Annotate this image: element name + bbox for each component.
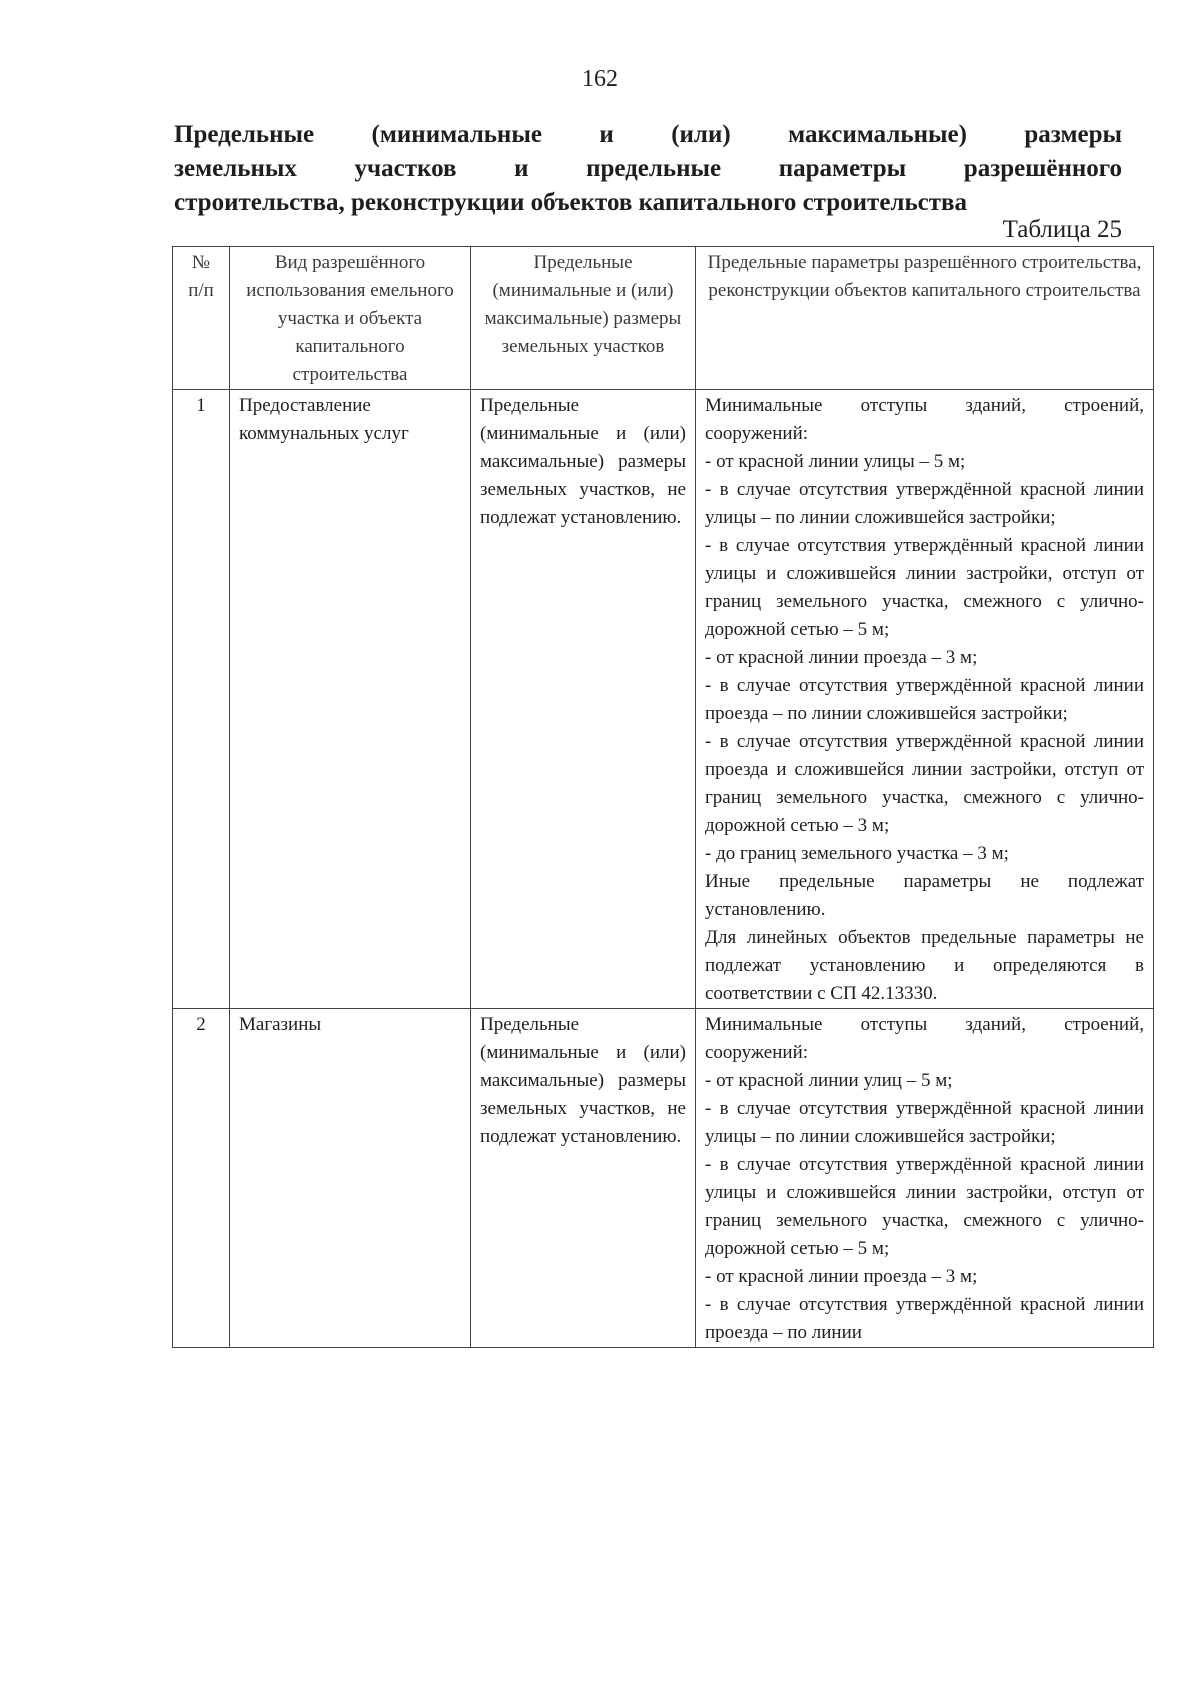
param-paragraph: - в случае отсутствия утверждённой красной линии улицы – по линии сложившейся застройки;	[705, 479, 1144, 528]
param-paragraph: - от красной линии улицы – 5 м;	[705, 451, 966, 472]
param-paragraph: - в случае отсутствия утверждённой красной линии проезда – по линии сложившейся застройки;	[705, 675, 1144, 724]
document-heading	[174, 118, 1122, 220]
row-number: 1	[173, 390, 230, 1009]
row-plot-sizes: Предельные (минимальные и (или) максимальные) размеры земельных участков, не подлежат установлению.	[471, 1009, 696, 1348]
param-paragraph: Минимальные отступы зданий, строений, сооружений:	[705, 395, 1144, 444]
row-plot-sizes: Предельные (минимальные и (или) максимальные) размеры земельных участков, не подлежат установлению.	[471, 390, 696, 1009]
row-permitted-use: Магазины	[230, 1009, 471, 1348]
table-header-row	[173, 247, 1154, 390]
heading-line-1: Предельные (минимальные и (или) максимальные) размеры	[174, 121, 1122, 148]
param-paragraph: - в случае отсутствия утверждённой красной линии улицы – по линии сложившейся застройки;	[705, 1098, 1144, 1147]
row-permitted-use: Предоставление коммунальных услуг	[230, 390, 471, 1009]
table-row	[173, 1009, 1154, 1348]
header-construction-params: Предельные параметры разрешённого строительства, реконструкции объектов капитального строительства	[696, 247, 1154, 390]
param-paragraph: Минимальные отступы зданий, строений, сооружений:	[705, 1014, 1144, 1063]
param-paragraph: - в случае отсутствия утверждённый красной линии улицы и сложившейся линии застройки, отступ от границ земельного участка, смежного с улично-дорожной сетью – 5 м;	[705, 535, 1144, 640]
table-caption: Таблица 25	[1002, 216, 1122, 243]
parameters-table	[172, 246, 1154, 1348]
heading-line-2: земельных участков и предельные параметры разрешённого	[174, 155, 1122, 182]
row-construction-params	[696, 1009, 1154, 1348]
page-number: 162	[582, 66, 618, 92]
param-paragraph: - от красной линии улиц – 5 м;	[705, 1070, 953, 1091]
param-paragraph: - от красной линии проезда – 3 м;	[705, 1266, 978, 1287]
param-paragraph: - от красной линии проезда – 3 м;	[705, 647, 978, 668]
row-number: 2	[173, 1009, 230, 1348]
header-permitted-use: Вид разрешённого использования емельного участка и объекта капитального строительства	[230, 247, 471, 390]
param-paragraph: - в случае отсутствия утверждённой красной линии проезда – по линии	[705, 1294, 1144, 1343]
header-number: № п/п	[173, 247, 230, 390]
param-paragraph: - в случае отсутствия утверждённой красной линии улицы и сложившейся линии застройки, отступ от границ земельного участка, смежного с улично-дорожной сетью – 5 м;	[705, 1154, 1144, 1259]
table-row	[173, 390, 1154, 1009]
param-paragraph: - в случае отсутствия утверждённой красной линии проезда и сложившейся линии застройки, отступ от границ земельного участка, смежного с улично-дорожной сетью – 3 м;	[705, 731, 1144, 836]
row-construction-params	[696, 390, 1154, 1009]
param-paragraph: Для линейных объектов предельные параметры не подлежат установлению и определяются в соответствии с СП 42.13330.	[705, 927, 1144, 1004]
param-paragraph: Иные предельные параметры не подлежат установлению.	[705, 871, 1144, 920]
param-paragraph: - до границ земельного участка – 3 м;	[705, 843, 1009, 864]
header-plot-sizes: Предельные (минимальные и (или) максимальные) размеры земельных участков	[471, 247, 696, 390]
heading-line-3: строительства, реконструкции объектов капитального строительства	[174, 189, 968, 216]
